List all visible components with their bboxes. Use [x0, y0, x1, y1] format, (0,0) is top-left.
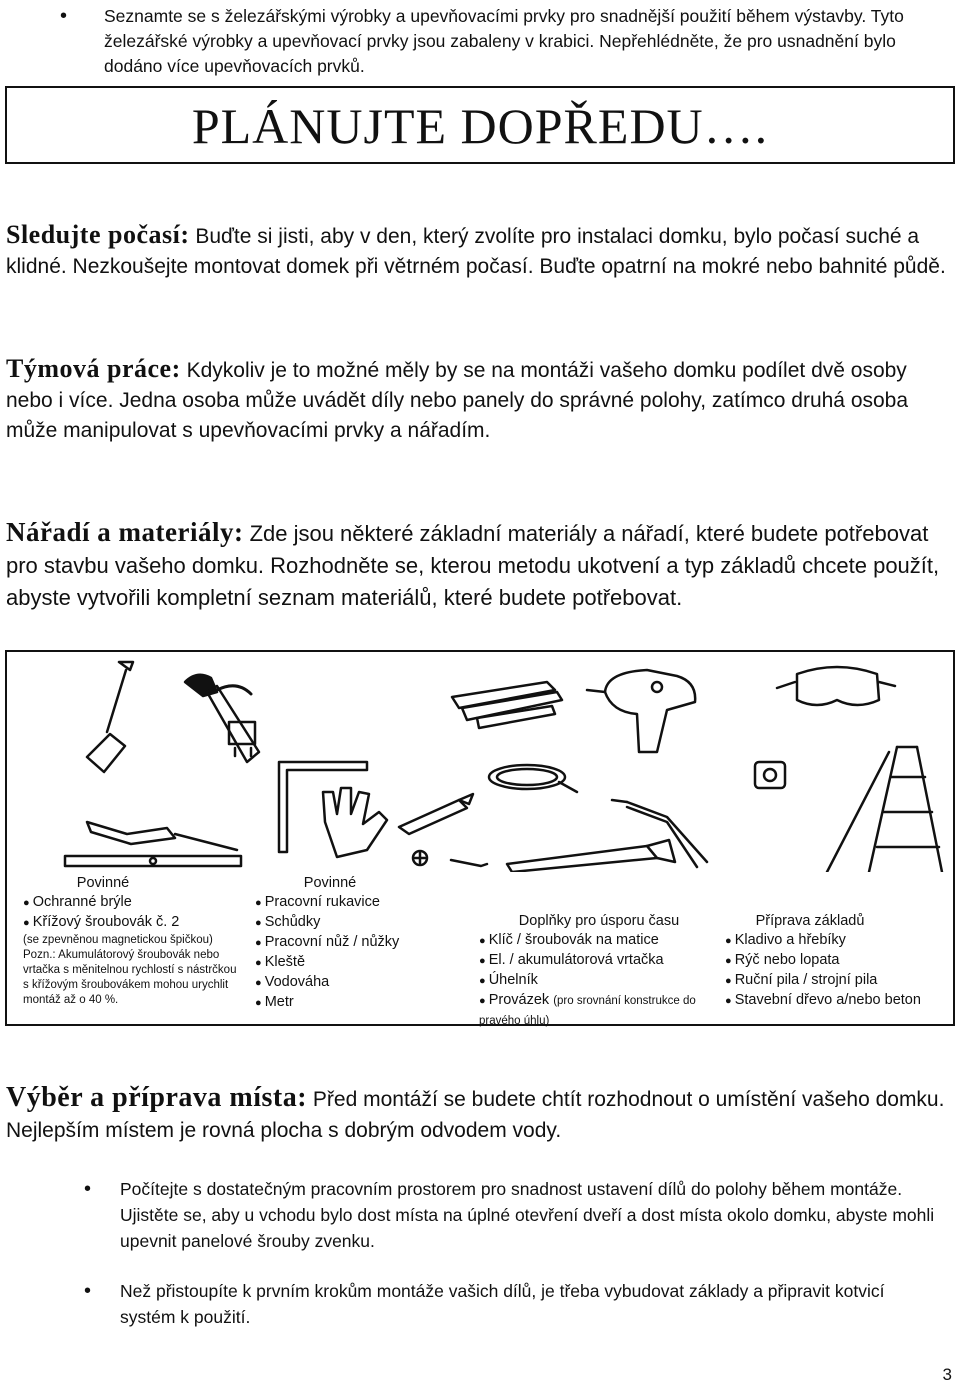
col3-item-4-note: (pro srovnání konstrukce do pravého úhlu): [479, 995, 696, 1027]
col2-item-3: ● Pracovní nůž / nůžky: [255, 933, 465, 953]
col4-item-3: ● Ruční pila / strojní pila: [725, 971, 945, 991]
col3-item-3: ● Úhelník: [479, 971, 719, 991]
hammer-icon: [185, 675, 259, 762]
col2-item-1: ● Pracovní rukavice: [255, 893, 465, 913]
plan-ahead-box: [5, 86, 955, 164]
lumber-icon: [452, 682, 562, 728]
utility-knife-icon: [399, 794, 473, 834]
tools-heading: Nářadí a materiály:: [6, 517, 244, 547]
chisel-icon: [451, 860, 487, 866]
bullet-1: [84, 1176, 944, 1254]
col4-item-4: ● Stavební dřevo a/nebo beton: [725, 991, 945, 1011]
site-heading: Výběr a příprava místa:: [6, 1082, 308, 1113]
ladder-icon: [827, 747, 942, 872]
col4-header: Příprava základů: [755, 913, 865, 929]
required-col-1: [23, 874, 245, 1008]
tools-paragraph: [6, 516, 951, 614]
level-icon: [65, 856, 241, 866]
goggles-icon: [777, 667, 895, 705]
teamwork-paragraph: [6, 354, 951, 446]
col1-item-1: ● Ochranné brýle: [23, 893, 245, 913]
hand-saw-icon: [507, 840, 675, 872]
site-paragraph: [6, 1082, 951, 1146]
bullet-1-text: Počítejte s dostatečným pracovním prostorem pro snadnost ustavení dílů do polohy během montáže. Ujistěte se, aby u vchodu bylo dost místa na úplné otevření dveří a dost místa okolo domku, abyste mohli upevnit panelové šrouby zvenku.: [120, 1179, 935, 1251]
string-icon: [489, 765, 577, 792]
shovel-icon: [87, 662, 133, 772]
plan-ahead-title: PLÁNUJTE DOPŘEDU….: [191, 98, 769, 154]
col2-item-5: ● Vodováha: [255, 973, 465, 993]
col1-item-2: ● Křížový šroubovák č. 2: [23, 913, 245, 933]
col1-note-2: Pozn.: Akumulátorový šroubovák nebo vrtačka s měnitelnou rychlostí s nástrčkou s křížovým šroubovákem mohou urychlit montáž až o 40 %.: [23, 949, 237, 1006]
col3-item-1: ● Klíč / šroubovák na matice: [479, 931, 719, 951]
screw-icon: [413, 851, 427, 865]
bullet-icon: •: [84, 1178, 92, 1200]
tools-text: Zde jsou některé základní materiály a nářadí, které budete potřebovat pro stavbu vašeho domku. Rozhodněte se, kterou metodu ukotvení a typ základů chcete použít, abyste vytvořili kompletní seznam materiálů, které budete potřebovat.: [6, 521, 940, 610]
required-col-2: [255, 874, 465, 1013]
col1-header: Povinné: [76, 875, 130, 891]
tools-illustration-box: [5, 650, 955, 1026]
weather-paragraph: [6, 220, 951, 282]
page-number: 3: [942, 1365, 952, 1384]
screwdriver-icon: [87, 822, 237, 850]
teamwork-text: Kdykoliv je to možné měly by se na montáži vašeho domku podílet dvě osoby nebo i více. Jedna osoba může uvádět díly nebo panely do správné polohy, zatímco druhá osoba může manipulovat s upevňovacími prvky a nářadím.: [6, 359, 909, 442]
col2-header: Povinné: [303, 875, 357, 891]
col3-item-4: [479, 991, 719, 1030]
bullet-2: [84, 1278, 944, 1330]
teamwork-heading: Týmová práce:: [6, 354, 181, 383]
intro-bullet: [60, 4, 940, 79]
col4-item-2: ● Rýč nebo lopata: [725, 951, 945, 971]
intro-bullet-text: Seznamte se s železářskými výrobky a upevňovacími prvky pro snadnější použití během výstavby. Tyto železářské výrobky a upevňovací prvky jsou zabaleny v krabici. Nepřehlédněte, že pro usnadnění bylo dodáno více upevňovacích prvků.: [104, 6, 904, 76]
site-text: Před montáží se budete chtít rozhodnout o umístění vašeho domku. Nejlepším místem je rovná plocha s dobrým odvodem vody.: [6, 1088, 945, 1142]
col3-header: Doplňky pro úsporu času: [518, 913, 680, 929]
tape-measure-icon: [755, 762, 785, 788]
col3-item-2: ● El. / akumulátorová vrtačka: [479, 951, 719, 971]
col4-item-1: ● Kladivo a hřebíky: [725, 931, 945, 951]
col2-item-4: ● Kleště: [255, 953, 465, 973]
weather-text: Buďte si jisti, aby v den, který zvolíte pro instalaci domku, bylo počasí suché a klidné. Nezkoušejte montovat domek při větrném počasí. Buďte opatrní na mokré nebo bahnité půdě.: [6, 225, 946, 278]
foundation-col: [725, 912, 945, 1011]
bullet-2-text: Než přistoupíte k prvním krokům montáže vašich dílů, je třeba vybudovat základy a připravit kotvicí systém k použití.: [120, 1281, 885, 1327]
col1-note-1: (se zpevněnou magnetickou špičkou): [23, 934, 213, 946]
weather-heading: Sledujte počasí:: [6, 220, 190, 249]
col2-item-2: ● Schůdky: [255, 913, 465, 933]
time-saving-col: [479, 912, 719, 1030]
bullet-icon: •: [84, 1280, 92, 1302]
glove-icon: [323, 788, 387, 857]
tools-illustration: [7, 652, 953, 872]
col3-item-4-label: Provázek: [488, 992, 550, 1008]
col2-item-6: ● Metr: [255, 993, 465, 1013]
drill-icon: [587, 670, 695, 752]
bullet-icon: •: [60, 5, 68, 27]
pliers-icon: [612, 800, 707, 867]
